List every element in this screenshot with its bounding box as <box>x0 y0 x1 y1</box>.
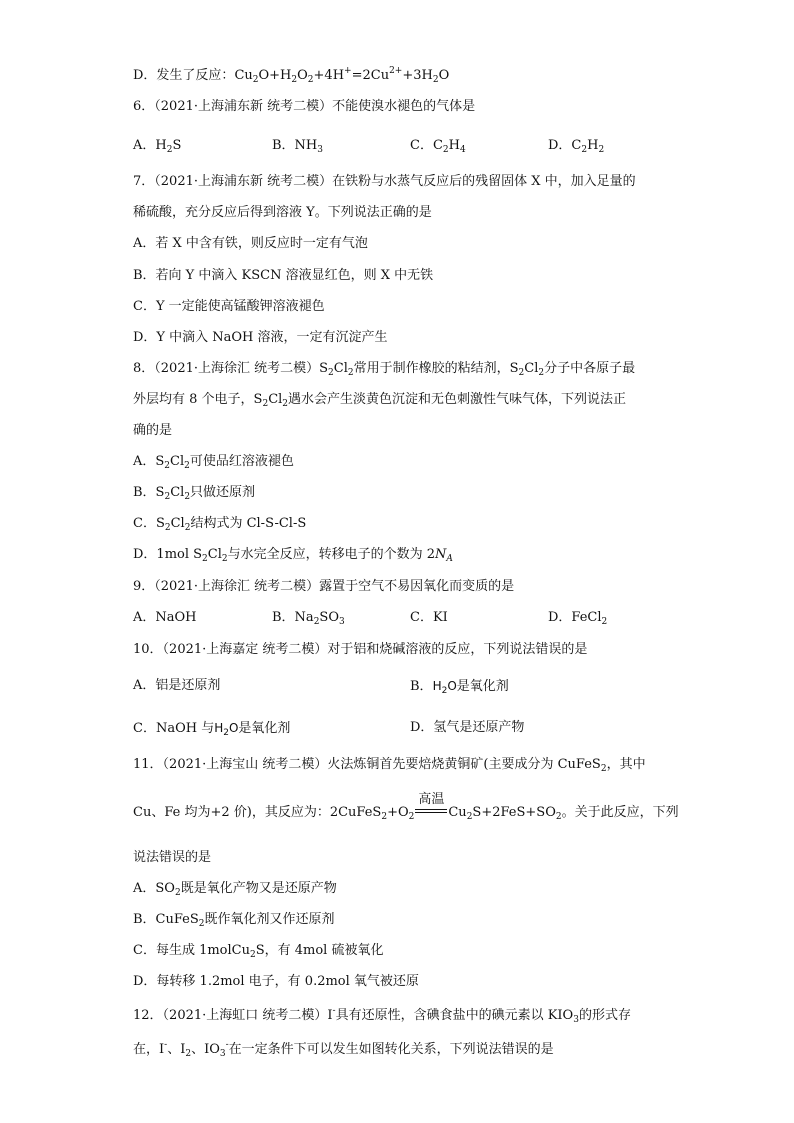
q10-option-b: B．$H_2O$是氧化剂 <box>410 679 509 696</box>
q7-option-c: C．Y 一定能使高锰酸钾溶液褪色 <box>133 299 325 314</box>
q6-stem: 6．（2021·上海浦东新 统考二模）不能使溴水褪色的气体是 <box>133 99 476 114</box>
q11-option-a: A．$SO_2$既是氧化产物又是还原产物 <box>133 881 337 898</box>
q6-option-b: B．$NH_3$ <box>272 138 323 155</box>
q10-stem: 10．（2021·上海嘉定 统考二模）对于铝和烧碱溶液的反应，下列说法错误的是 <box>133 642 588 657</box>
q7-option-d: D．Y 中滴入 NaOH 溶液，一定有沉淀产生 <box>133 330 388 345</box>
q12-stem-line1: 12．（2021·上海虹口 统考二模）I-具有还原性，含碘食盐中的碘元素以 $KIO_3$的形式存 <box>133 1006 631 1025</box>
q11-option-b: B．CuFeS$_2$既作氧化剂又作还原剂 <box>133 912 335 929</box>
q7-stem-line1: 7．（2021·上海浦东新 统考二模）在铁粉与水蒸气反应后的残留固体 X 中，加入足量的 <box>133 174 636 189</box>
reaction-condition-label: 高温 <box>418 792 445 807</box>
q8-stem-line2: 外层均有 8 个电子，$S_2Cl_2$遇水会产生淡黄色沉淀和无色刺激性气味气体，下列说法正 <box>133 392 627 409</box>
q10-option-a: A．铝是还原剂 <box>133 678 221 693</box>
q10-option-c: C．NaOH 与$H_2O$是氧化剂 <box>133 721 291 738</box>
q11-equation-left: Cu、Fe 均为+2 价)，其反应为：$2CuFeS_2+O_2$ <box>133 805 415 822</box>
q9-option-d: D．FeCl$_2$ <box>548 610 608 627</box>
q11-stem-line2 <box>133 792 679 823</box>
equals-bar-bottom <box>415 812 447 813</box>
q7-option-a: A．若 X 中含有铁，则反应时一定有气泡 <box>133 236 368 251</box>
q8-option-b: B．$S_2Cl_2$只做还原剂 <box>133 485 256 502</box>
q7-stem-line2: 稀硫酸，充分反应后得到溶液 Y。下列说法正确的是 <box>133 205 432 220</box>
q11-option-c: C．每生成 1molCu$_2$S，有 4mol 硫被氧化 <box>133 943 384 960</box>
q9-stem: 9．（2021·上海徐汇 统考二模）露置于空气不易因氧化而变质的是 <box>133 579 515 594</box>
q11-option-d: D．每转移 1.2mol 电子，有 0.2mol 氧气被还原 <box>133 974 419 989</box>
q6-option-c: C．$C_2H_4$ <box>410 138 466 155</box>
q8-option-a: A．$S_2Cl_2$可使品红溶液褪色 <box>133 454 294 471</box>
q5-option-d <box>133 66 449 86</box>
q9-option-c: C．KI <box>410 610 448 625</box>
q11-equation-right: $Cu_2S+2FeS+SO_2$。关于此反应，下列 <box>448 805 679 822</box>
q8-stem-line3: 确的是 <box>133 423 173 438</box>
q12-stem-line2: 在，I-、$I_2$、$IO_3^-$在一定条件下可以发生如图转化关系，下列说法错误的是 <box>133 1040 554 1059</box>
q11-stem-line1: 11．（2021·上海宝山 统考二模）火法炼铜首先要焙烧黄铜矿(主要成分为 CuFeS$_2$，其中 <box>133 757 646 774</box>
q8-option-c: C．$S_2Cl_2$结构式为 Cl-S-Cl-S <box>133 516 307 533</box>
q11-stem-line3: 说法错误的是 <box>133 850 212 865</box>
q7-option-b: B．若向 Y 中滴入 KSCN 溶液显红色，则 X 中无铁 <box>133 268 434 283</box>
q6-option-d: D．$C_2H_2$ <box>548 138 605 155</box>
q9-option-a: A．NaOH <box>133 610 197 625</box>
q9-option-b: B．$Na_2SO_3$ <box>272 610 345 627</box>
q8-stem-line1: 8．（2021·上海徐汇 统考二模）$S_2Cl_2$常用于制作橡胶的粘结剂，$S_2Cl_2$分子中各原子最 <box>133 361 636 378</box>
q5-option-d-prefix: D．发生了反应： <box>133 68 235 83</box>
equals-bar-top <box>415 809 447 810</box>
q8-option-d: D．1mol $S_2Cl_2$与水完全反应，转移电子的个数为 $2N_A$ <box>133 547 453 564</box>
q10-option-d: D．氢气是还原产物 <box>410 720 525 735</box>
reaction-arrow-condition <box>414 792 448 818</box>
q6-option-a: A．$H_2S$ <box>133 138 182 155</box>
q5-option-d-equation: $Cu_2O+H_2O_2+4H^+=2Cu^{2+}+3H_2O$ <box>234 66 450 85</box>
